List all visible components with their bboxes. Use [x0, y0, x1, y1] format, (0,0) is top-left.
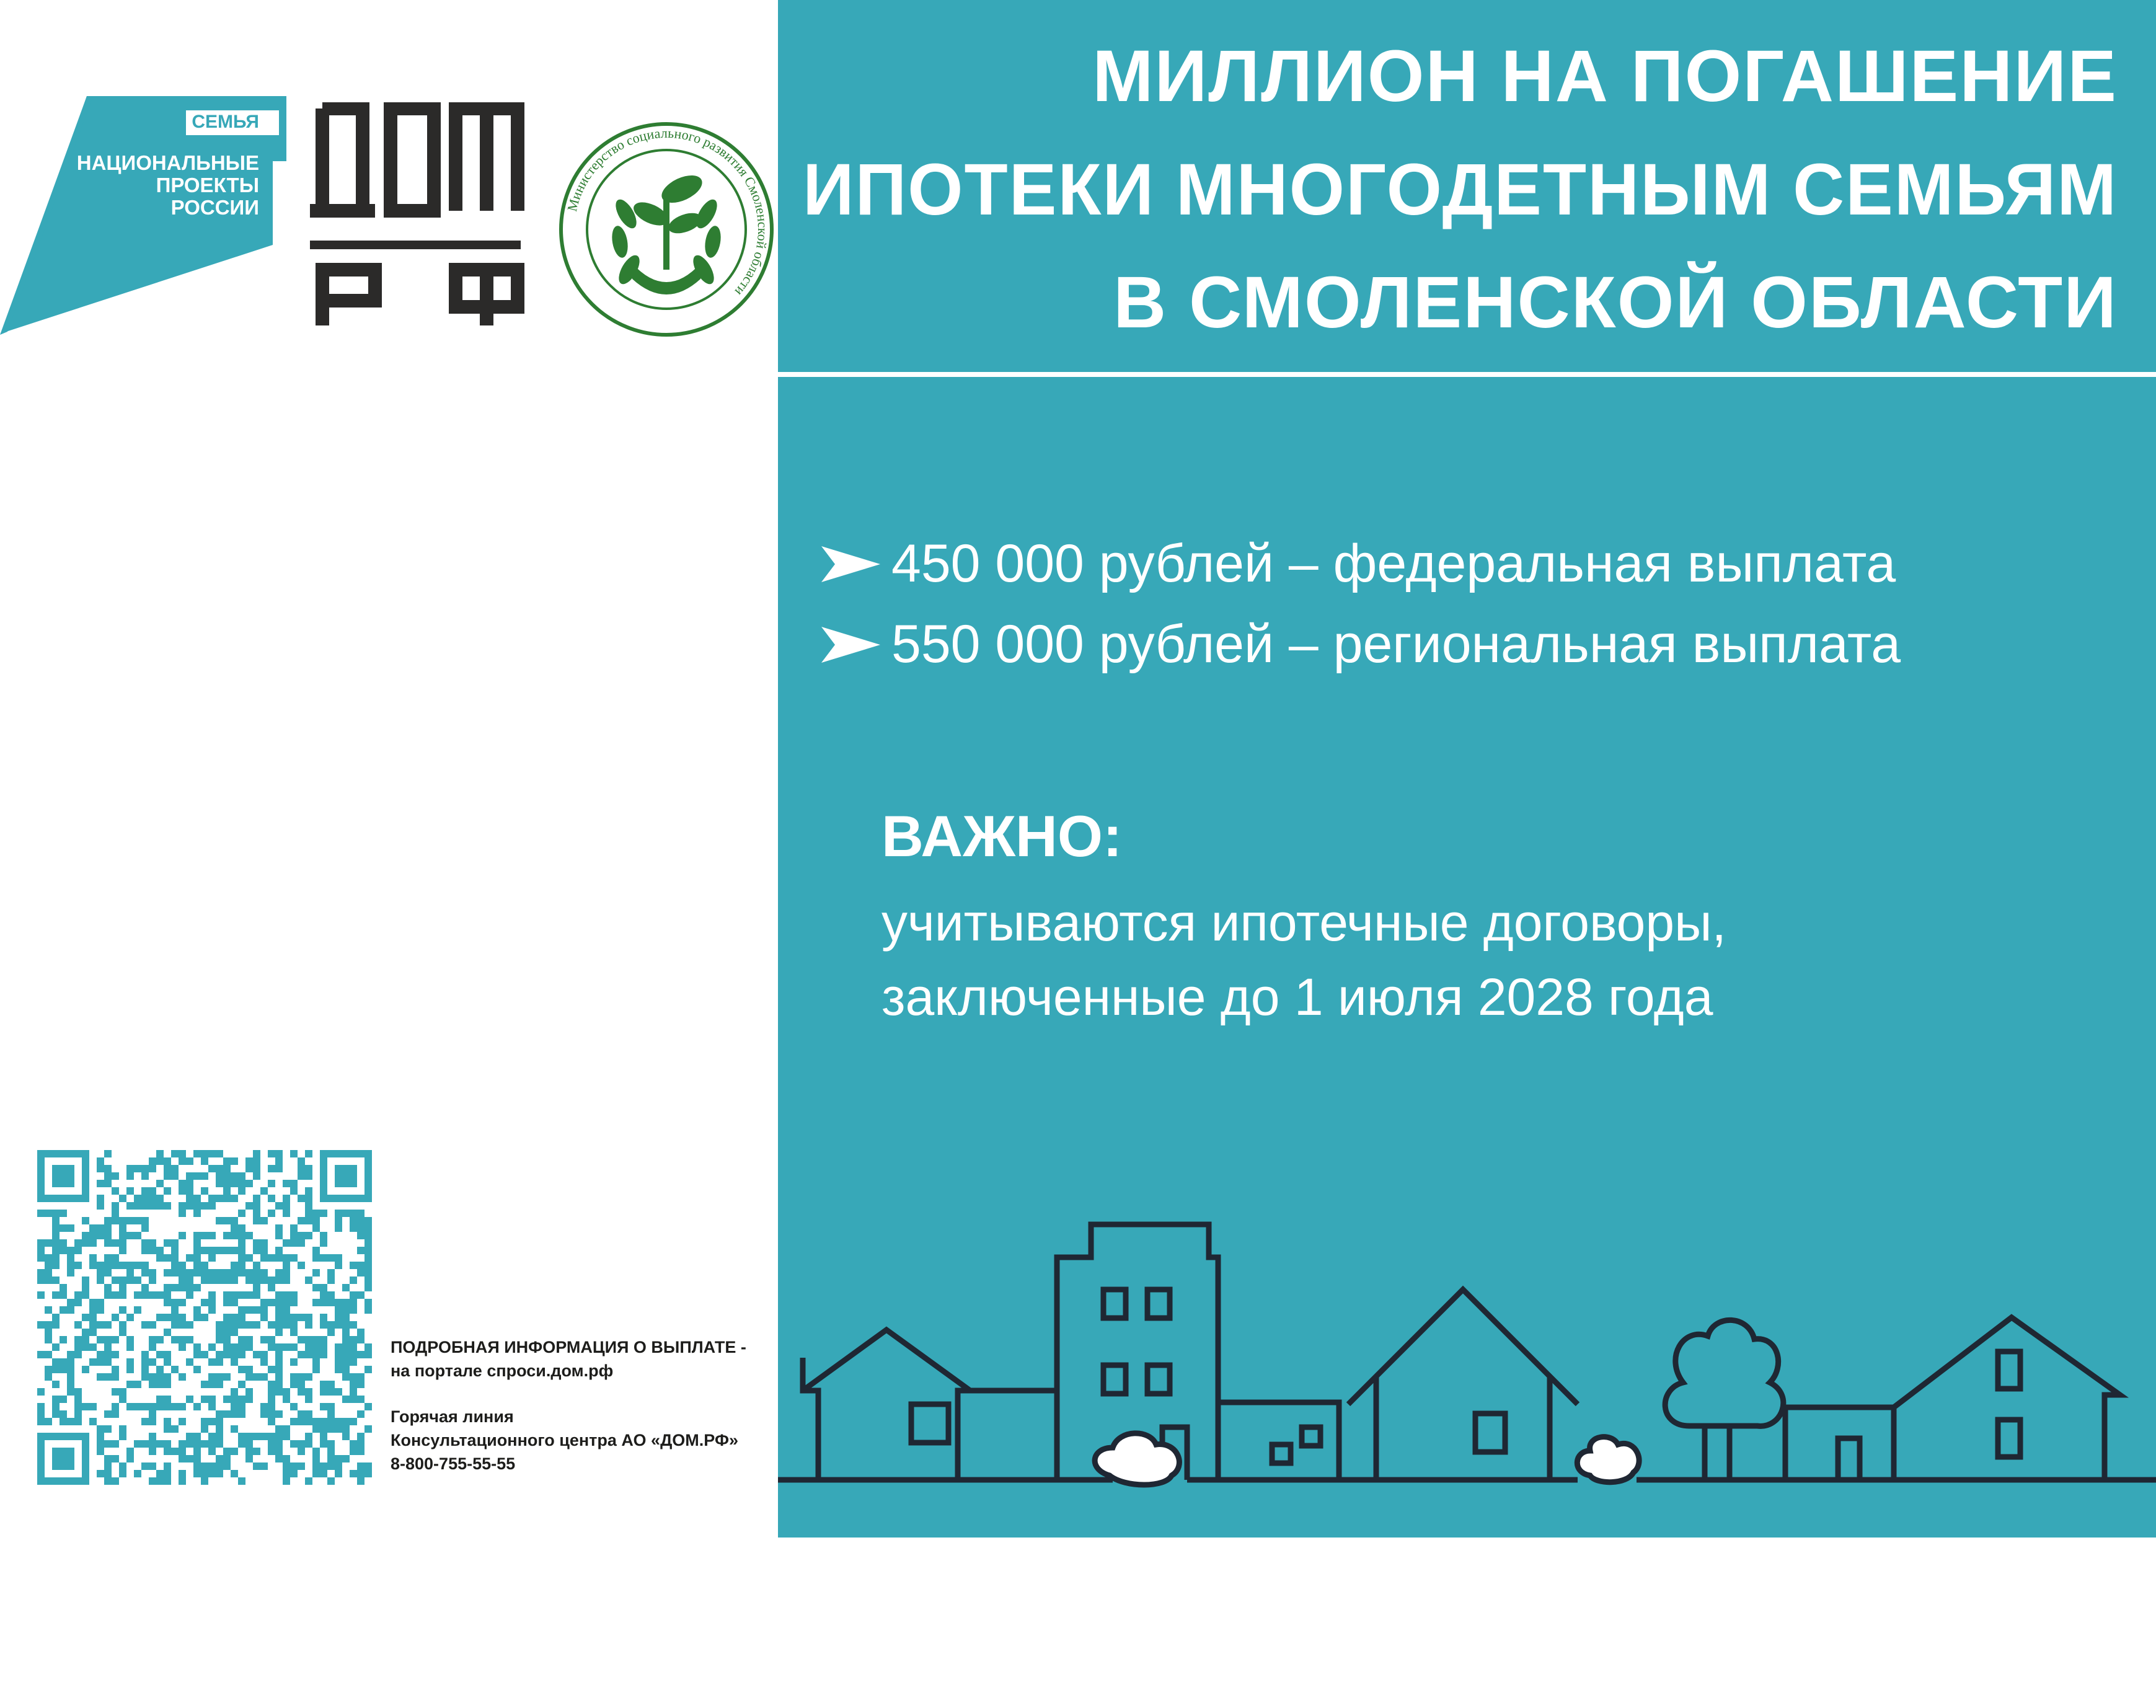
ministry-ring-text: Министерство социального развития Смоленской области [563, 125, 771, 299]
arrow-bullet-icon [821, 546, 880, 582]
info-line-4: Консультационного центра АО «ДОМ.РФ» [391, 1431, 739, 1449]
ministry-emblem-shape [558, 121, 775, 338]
logo-np-line2: ПРОЕКТЫ [156, 174, 259, 197]
logo-np-line3: РОССИИ [170, 196, 259, 219]
important-line-2: заключенные до 1 июля 2028 года [881, 968, 1713, 1026]
national-projects-logo [0, 93, 291, 335]
logo-label-np [77, 152, 259, 219]
title-line-2: ИПОТЕКИ МНОГОДЕТНЫМ СЕМЬЯМ [803, 149, 2118, 231]
important-title: ВАЖНО: [881, 803, 1123, 869]
title-line-3: В СМОЛЕНСКОЙ ОБЛАСТИ [1113, 262, 2118, 343]
logo-np-line1: НАЦИОНАЛЬНЫЕ [76, 151, 259, 174]
domrf-logo [304, 102, 527, 329]
info-line-2[interactable]: на портале спроси.дом.рф [391, 1361, 614, 1380]
logo-label-family: СЕМЬЯ [192, 112, 259, 132]
town-skyline-illustration [778, 1203, 2156, 1513]
payment-regional [821, 614, 1901, 675]
info-line-3: Горячая линия [391, 1407, 514, 1426]
title-panel [778, 0, 2156, 372]
domrf-logo-shape [304, 102, 527, 329]
info-phone[interactable]: 8-800-755-55-55 [391, 1454, 516, 1473]
payment-federal-text: 450 000 рублей – федеральная выплата [891, 534, 1896, 593]
payment-federal [821, 533, 1896, 595]
arrow-bullet-icon [821, 627, 880, 663]
header-divider [778, 372, 2156, 377]
title-line-1: МИЛЛИОН НА ПОГАШЕНИЕ [1092, 35, 2118, 117]
ministry-emblem [558, 121, 775, 338]
qr-code[interactable] [37, 1150, 372, 1485]
qr-finder-center [52, 1448, 74, 1470]
info-line-1: ПОДРОБНАЯ ИНФОРМАЦИЯ О ВЫПЛАТЕ - [391, 1338, 746, 1356]
important-line-1: учитываются ипотечные договоры, [881, 893, 1726, 952]
qr-finder-center [52, 1165, 74, 1187]
qr-finder-center [335, 1165, 357, 1187]
payment-regional-text: 550 000 рублей – региональная выплата [891, 614, 1901, 674]
